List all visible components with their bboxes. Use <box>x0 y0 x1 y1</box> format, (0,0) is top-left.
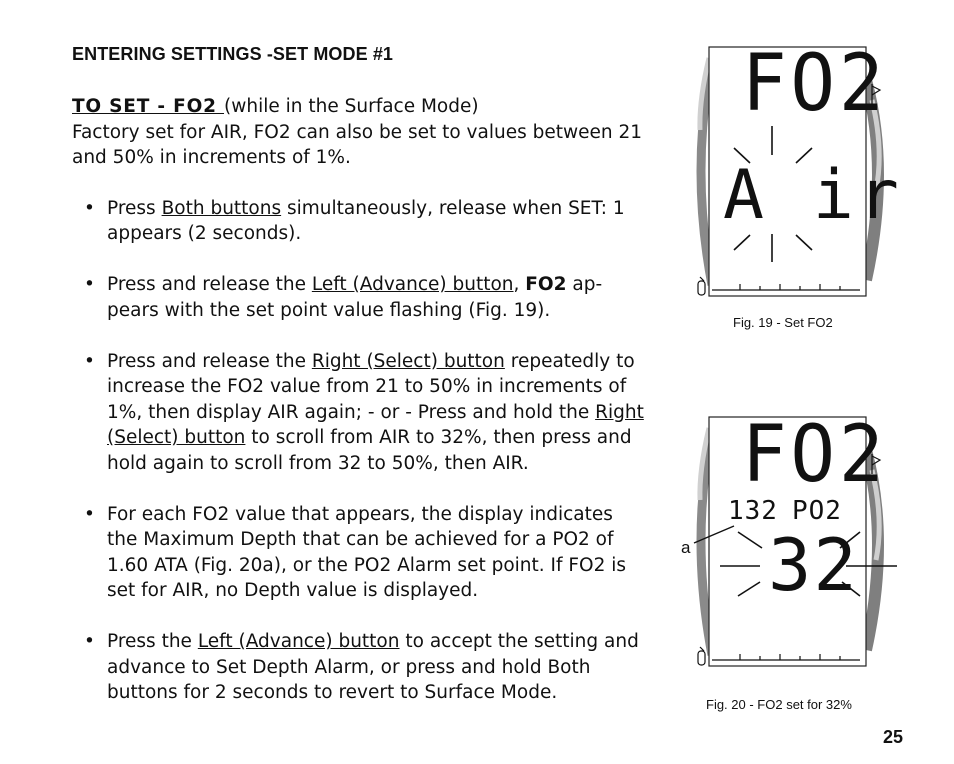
fig20-small-right: PO2 <box>792 496 842 526</box>
left-advance-button-ref: Left (Advance) button <box>311 274 514 295</box>
step-2-text: Press and release the <box>107 274 312 295</box>
step-1-text-end: simultaneously, release when SET: 1 appears (2 seconds). <box>107 197 625 244</box>
step-3-text-end: to scroll from AIR to 32%, then press and hold again to scroll from 32 to 50%, then AIR. <box>107 427 632 474</box>
subheading-title: TO SET - FO2 <box>72 96 225 117</box>
left-advance-button-ref-2: Left (Advance) button <box>197 631 400 652</box>
subheading-note: (while in the Surface Mode) <box>224 96 479 117</box>
fo2-bold: FO2 <box>525 274 567 295</box>
fig20-display-top: FO2 <box>742 410 888 500</box>
step-5-text: Press the <box>107 631 198 652</box>
page-number: 25 <box>883 727 904 747</box>
right-select-button-ref: Right (Select) button <box>311 350 505 372</box>
step-1-text: Press <box>107 197 162 219</box>
figure-20-caption: Fig. 20 - FO2 set for 32% <box>706 697 852 712</box>
both-buttons-ref: Both buttons <box>161 197 282 219</box>
fig19-display-top: FO2 <box>742 39 888 129</box>
step-4-text: For each FO2 value that appears, the display indicates the Maximum Depth that can be achieved for a PO2 of 1.60 ATA (Fig. 20a), or the PO2 Alarm set point. If FO2 is set for AIR, no Depth value is displayed. <box>107 503 627 601</box>
step-2-sep: , <box>513 274 526 295</box>
fig19-display-bottom: A ir <box>723 156 903 235</box>
page-heading: ENTERING SETTINGS -SET MODE #1 <box>72 44 394 64</box>
fig20-small-left: 132 <box>728 496 778 526</box>
step-2-text-end: ap-pears with the set point value flashing (Fig. 19). <box>107 274 603 321</box>
step-5-text-end: to accept the setting and advance to Set Depth Alarm, or press and hold Both buttons for 2 seconds to revert to Surface Mode. <box>107 631 639 703</box>
fig20-display-value: 32 <box>768 523 859 607</box>
step-3-text: Press and release the <box>107 350 312 372</box>
figure-19-caption: Fig. 19 - Set FO2 <box>733 315 833 330</box>
right-select-button-ref-2: Right (Select) button <box>107 401 644 448</box>
step-3-text-mid: repeatedly to increase the FO2 value from 21 to 50% in increments of 1%, then display AIR again; - or - Press and hold the <box>107 350 635 423</box>
tank-icon <box>698 647 705 665</box>
fig20-callout-a: a <box>681 538 691 557</box>
intro-text: Factory set for AIR, FO2 can also be set to values between 21 and 50% in increments of 1%. <box>72 121 643 168</box>
